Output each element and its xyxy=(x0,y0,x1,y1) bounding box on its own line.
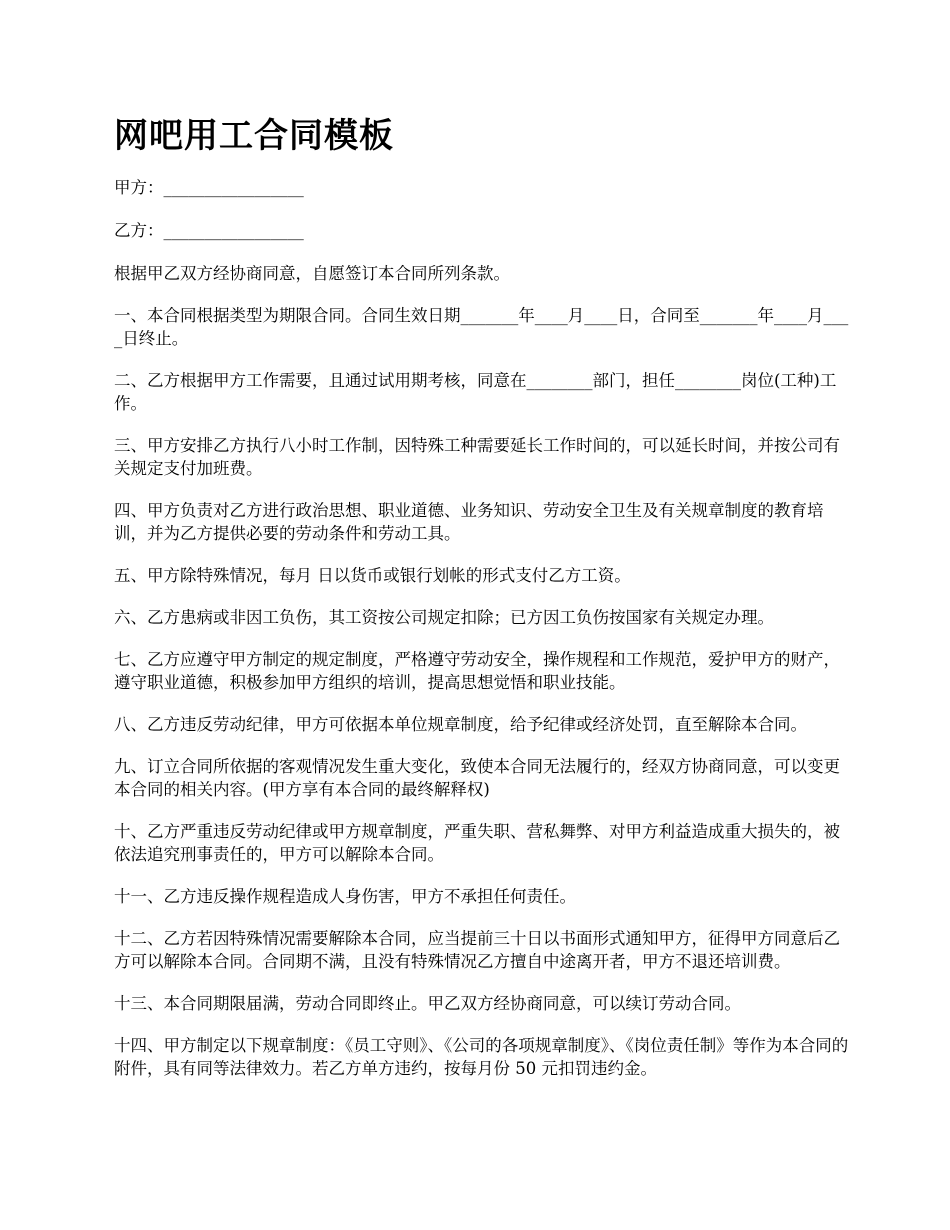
clause-11: 十一、乙方违反操作规程造成人身伤害，甲方不承担任何责任。 xyxy=(114,887,576,906)
document-title: 网吧用工合同模板 xyxy=(114,116,394,156)
intro-paragraph: 根据甲乙双方经协商同意，自愿签订本合同所列条款。 xyxy=(114,264,510,283)
party-b-line: 乙方：_________________ xyxy=(114,221,304,240)
clause-7: 七、乙方应遵守甲方制定的规定制度，严格遵守劳动安全，操作规程和工作规范，爱护甲方的财产，遵守职业道德，积极参加甲方组织的培训，提高思想觉悟和职业技能。 xyxy=(114,650,840,692)
clause-14: 十四、甲方制定以下规章制度：《员工守则》、《公司的各项规章制度》、《岗位责任制》等作为本合同的附件，具有同等法律效力。若乙方单方违约，按每月份 50 元扣罚违约金。 xyxy=(114,1036,849,1078)
clause-1: 一、本合同根据类型为期限合同。合同生效日期_______年____月____日，合同至_______年____月____日终止。 xyxy=(114,306,849,348)
clause-3: 三、甲方安排乙方执行八小时工作制，因特殊工种需要延长工作时间的，可以延长时间，并按公司有关规定支付加班费。 xyxy=(114,436,840,478)
party-a-line: 甲方：_________________ xyxy=(114,178,304,197)
clause-4: 四、甲方负责对乙方进行政治思想、职业道德、业务知识、劳动安全卫生及有关规章制度的教育培训，并为乙方提供必要的劳动条件和劳动工具。 xyxy=(114,501,824,543)
clause-9: 九、订立合同所依据的客观情况发生重大变化，致使本合同无法履行的，经双方协商同意，可以变更本合同的相关内容。(甲方享有本合同的最终解释权) xyxy=(114,757,840,799)
clause-2: 二、乙方根据甲方工作需要，且通过试用期考核，同意在________部门，担任________岗位(工种)工作。 xyxy=(114,371,837,413)
document-page xyxy=(114,110,852,1099)
clause-12: 十二、乙方若因特殊情况需要解除本合同，应当提前三十日以书面形式通知甲方，征得甲方同意后乙方可以解除本合同。合同期不满，且没有特殊情况乙方擅自中途离开者，甲方不退还培训费。 xyxy=(114,929,840,971)
clause-8: 八、乙方违反劳动纪律，甲方可依据本单位规章制度，给予纪律或经济处罚，直至解除本合同。 xyxy=(114,715,807,734)
clause-6: 六、乙方患病或非因工负伤，其工资按公司规定扣除；已方因工负伤按国家有关规定办理。 xyxy=(114,608,774,627)
clause-5: 五、甲方除特殊情况，每月 日以货币或银行划帐的形式支付乙方工资。 xyxy=(114,566,631,585)
clause-10: 十、乙方严重违反劳动纪律或甲方规章制度，严重失职、营私舞弊、对甲方利益造成重大损失的，被依法追究刑事责任的，甲方可以解除本合同。 xyxy=(114,822,840,864)
clause-13: 十三、本合同期限届满，劳动合同即终止。甲乙双方经协商同意，可以续订劳动合同。 xyxy=(114,994,741,1013)
